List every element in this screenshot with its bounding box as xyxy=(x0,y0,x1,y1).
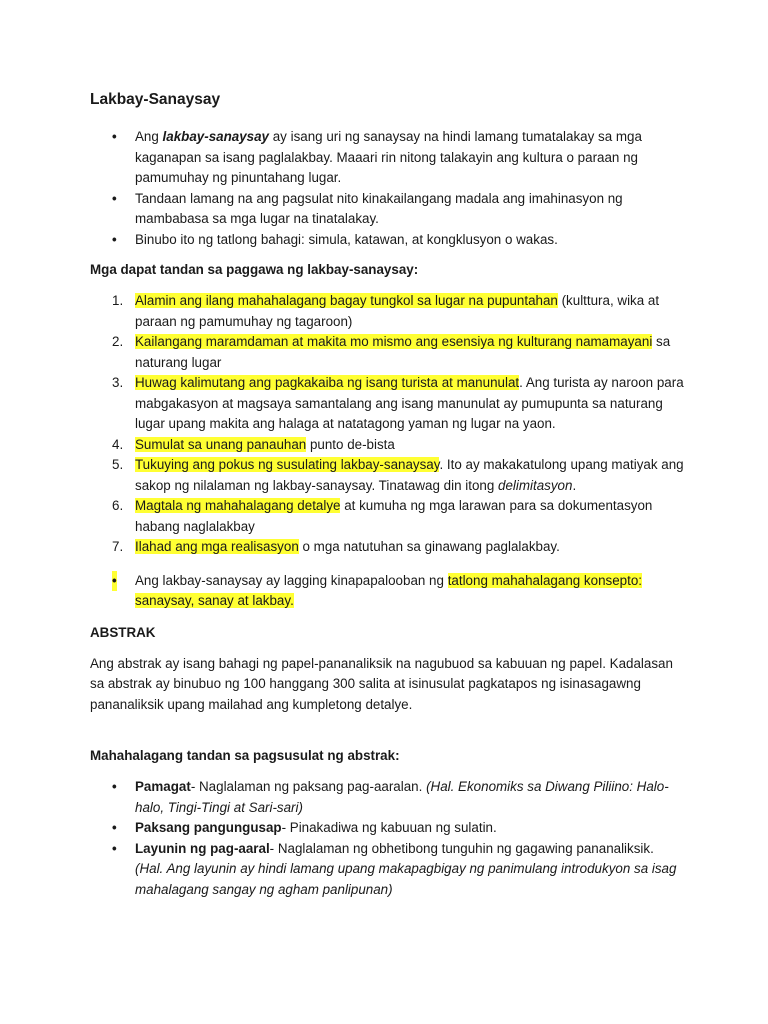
abstrak-tips-list xyxy=(90,777,690,900)
intro-bullet-list xyxy=(90,127,690,250)
bullet-icon: • xyxy=(112,190,117,206)
list-item: 5. Tukuying ang pokus ng susulating lakbay-sanaysay. Ito ay makakatulong upang matiyak ang sakop ng nilalaman ng lakbay-sanaysay. Tinatawag din itong delimitasyon. xyxy=(112,457,684,493)
list-item: • Binubo ito ng tatlong bahagi: simula, katawan, at kongklusyon o wakas. xyxy=(90,230,690,251)
document-page xyxy=(90,90,690,900)
highlighted-text: Tukuying ang pokus ng susulating lakbay-sanaysay xyxy=(135,457,440,472)
bullet-icon: • xyxy=(112,840,117,856)
list-item: • Paksang pangungusap- Pinakadiwa ng kabuuan ng sulatin. xyxy=(90,818,690,839)
list-item: • Ang lakbay-sanaysay ay isang uri ng sanaysay na hindi lamang tumatalakay sa mga kaganapan sa isang paglalakbay. Maaari rin nitong talakayin ang kultura o paraan ng pamumuhay ng pinuntahang lugar. xyxy=(112,129,642,185)
list-item: 7. Ilahad ang mga realisasyon o mga natutuhan sa ginawang paglalakbay. xyxy=(112,539,560,554)
list-item: 4. Sumulat sa unang panauhan punto de-bista xyxy=(112,436,395,452)
highlighted-text: Kailangang maramdaman at makita mo mismo ang esensiya ng kulturang namamayani xyxy=(135,334,653,349)
highlighted-text: Magtala ng mahahalagang detalye xyxy=(135,498,341,513)
highlighted-text: Alamin ang ilang mahahalagang bagay tungkol sa lugar na pupuntahan xyxy=(135,293,558,308)
list-item: • Layunin ng pag-aaral- Naglalaman ng obhetibong tunguhin ng gagawing pananaliksik. (Hal. Ang layunin ay hindi lamang upang makapagbigay ng panimulang introdukyon sa isag mahalagang sangay ng agham panlipunan) xyxy=(112,840,677,897)
highlighted-text: Sumulat sa unang panauhan xyxy=(135,436,307,452)
list-item: • Tandaan lamang na ang pagsulat nito kinakailangang madala ang imahinasyon ng mambabasa sa mga lugar na tinatalakay. xyxy=(112,190,623,226)
abstrak-heading: ABSTRAK xyxy=(90,624,156,640)
tips-numbered-list xyxy=(90,291,690,558)
list-item: • Ang lakbay-sanaysay ay lagging kinapapalooban ng tatlong mahahalagang konsepto: sanaysay, sanay at lakbay. xyxy=(112,572,643,608)
abstrak-tips-heading: Mahahalagang tandan sa pagsusulat ng abstrak: xyxy=(90,748,400,763)
list-item: 1. Alamin ang ilang mahahalagang bagay tungkol sa lugar na pupuntahan (kulttura, wika at paraan ng pamumuhay ng tagaroon) xyxy=(112,293,660,329)
list-item: 3. Huwag kalimutang ang pagkakaiba ng isang turista at manunulat. Ang turista ay naroon para mabgakasyon at magsaya samantalang ang isang manunulat ay pumupunta sa naturang lugar upang makita ang halaga at natatagong yaman ng lugar na yaon. xyxy=(112,375,684,431)
bullet-icon: • xyxy=(112,129,117,144)
bullet-icon: • xyxy=(112,779,117,794)
bullet-icon: • xyxy=(112,820,117,835)
bullet-icon: • xyxy=(112,571,117,592)
concept-bullet-list xyxy=(90,571,690,612)
list-item: • Pamagat- Naglalaman ng paksang pag-aaralan. (Hal. Ekonomiks sa Diwang Piliino: Halo-halo, Tingi-Tingi at Sari-sari) xyxy=(112,779,669,815)
document-title: Lakbay-Sanaysay xyxy=(90,91,221,108)
tips-heading: Mga dapat tandan sa paggawa ng lakbay-sanaysay: xyxy=(90,262,419,277)
highlighted-text: tatlong mahahalagang konsepto: sanaysay, sanay at lakbay. xyxy=(135,572,643,608)
list-item: 6. Magtala ng mahahalagang detalye at kumuha ng mga larawan para sa dokumentasyon habang naglalakbay xyxy=(112,498,653,534)
highlighted-text: Ilahad ang mga realisasyon xyxy=(135,539,299,554)
highlighted-text: Huwag kalimutang ang pagkakaiba ng isang turista at manunulat xyxy=(135,375,520,390)
abstrak-paragraph: Ang abstrak ay isang bahagi ng papel-pananaliksik na nagubuod sa kabuuan ng papel. Kadalasan sa abstrak ay binubuo ng 100 hanggang 300 salita at isinusulat pagkatapos ng isinasagawng pananaliksik upang mailahad ang kumpletong detalye. xyxy=(90,655,673,712)
list-item: 2. Kailangang maramdaman at makita mo mismo ang esensiya ng kulturang namamayani sa naturang lugar xyxy=(112,334,671,370)
bullet-icon: • xyxy=(112,231,117,247)
